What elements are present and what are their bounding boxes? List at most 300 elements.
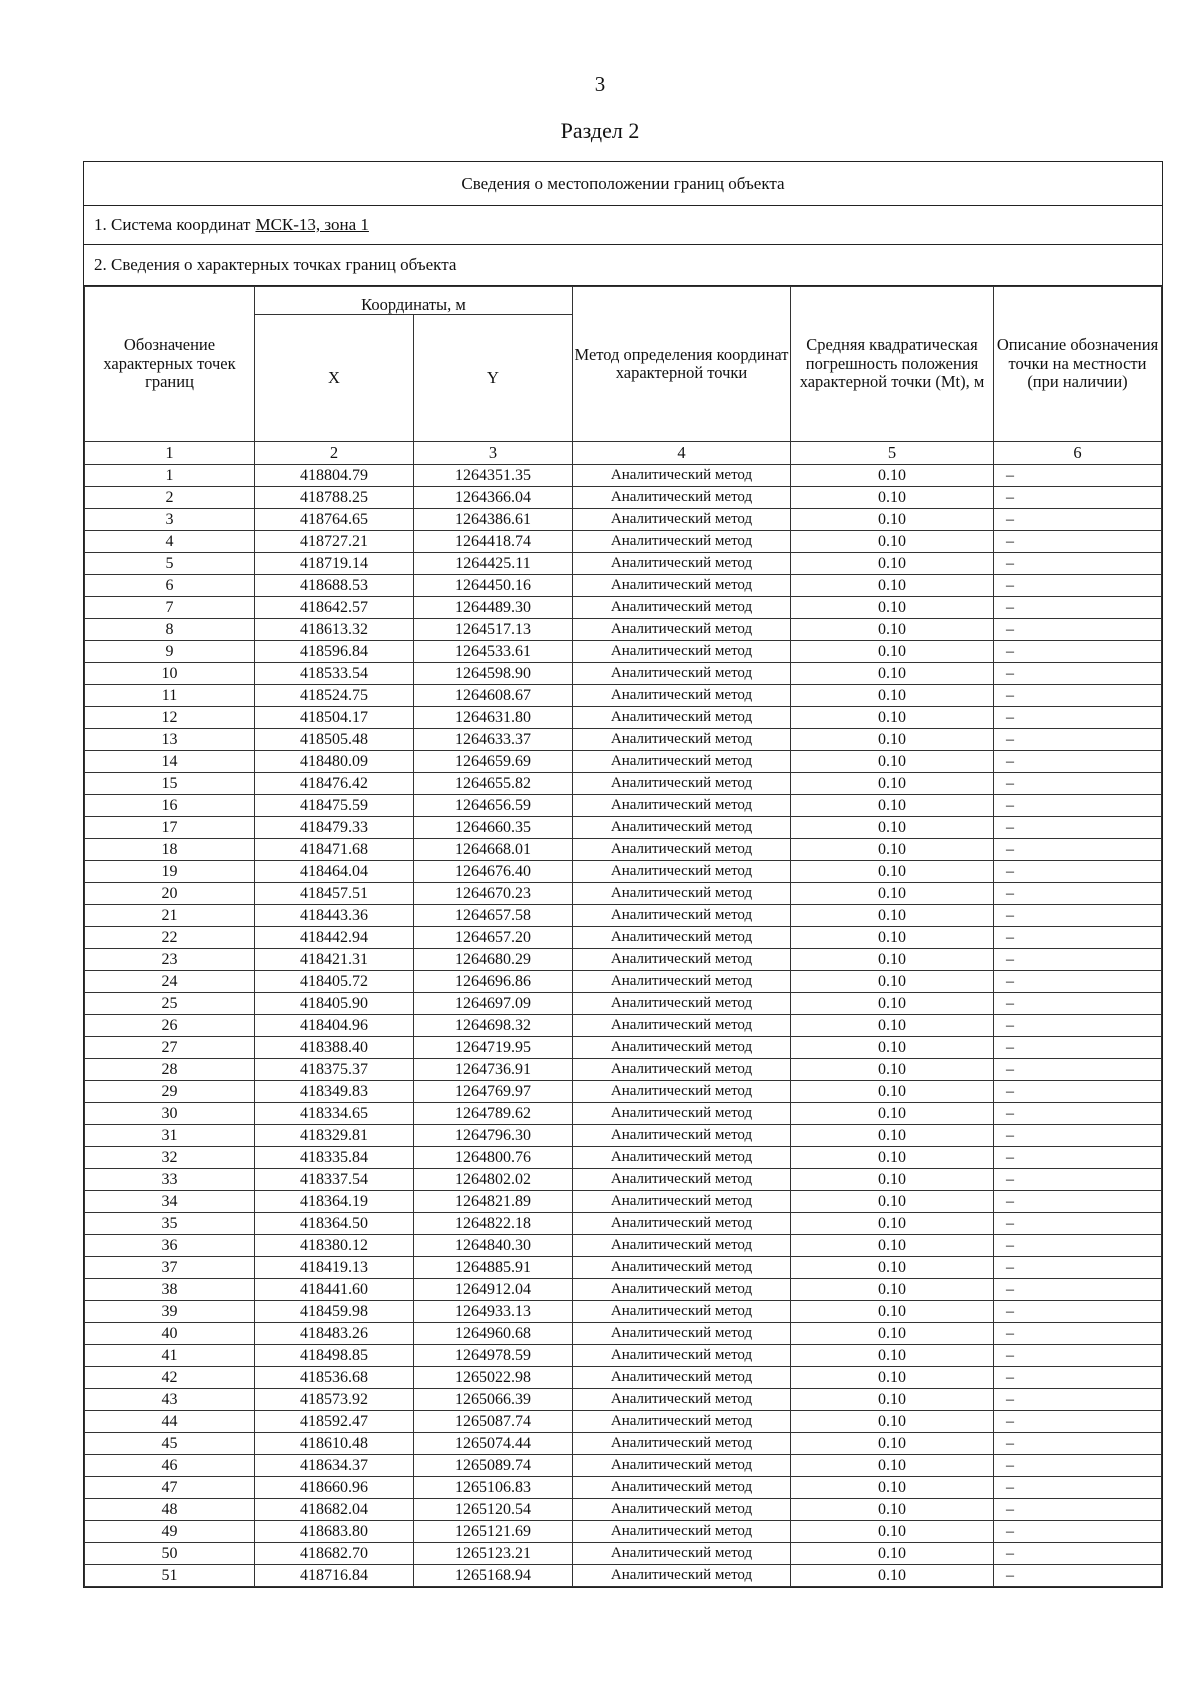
table-row	[85, 1543, 1162, 1565]
error-cell: 0.10	[791, 751, 994, 773]
error-cell: 0.10	[791, 1521, 994, 1543]
table-row	[85, 1389, 1162, 1411]
description-cell: –	[994, 1323, 1162, 1345]
y-coordinate-cell: 1264418.74	[414, 531, 573, 553]
method-cell: Аналитический метод	[573, 663, 791, 685]
y-coordinate-cell: 1264450.16	[414, 575, 573, 597]
error-cell: 0.10	[791, 1213, 994, 1235]
error-cell: 0.10	[791, 597, 994, 619]
point-number-cell: 35	[85, 1213, 255, 1235]
description-cell: –	[994, 1037, 1162, 1059]
table-row	[85, 1345, 1162, 1367]
table-row	[85, 509, 1162, 531]
coordinate-system-line	[84, 206, 1162, 245]
point-number-cell: 14	[85, 751, 255, 773]
error-cell: 0.10	[791, 883, 994, 905]
method-cell: Аналитический метод	[573, 1235, 791, 1257]
error-cell: 0.10	[791, 685, 994, 707]
x-coordinate-cell: 418443.36	[255, 905, 414, 927]
point-number-cell: 2	[85, 487, 255, 509]
point-number-cell: 43	[85, 1389, 255, 1411]
y-coordinate-cell: 1264425.11	[414, 553, 573, 575]
description-cell: –	[994, 1059, 1162, 1081]
error-cell: 0.10	[791, 1477, 994, 1499]
column-number-row	[85, 442, 1162, 465]
error-cell: 0.10	[791, 861, 994, 883]
point-number-cell: 29	[85, 1081, 255, 1103]
x-coordinate-cell: 418642.57	[255, 597, 414, 619]
table-row	[85, 949, 1162, 971]
x-coordinate-cell: 418471.68	[255, 839, 414, 861]
error-cell: 0.10	[791, 1279, 994, 1301]
description-cell: –	[994, 993, 1162, 1015]
description-cell: –	[994, 1389, 1162, 1411]
table-row	[85, 1565, 1162, 1587]
point-number-cell: 5	[85, 553, 255, 575]
point-number-cell: 17	[85, 817, 255, 839]
error-cell: 0.10	[791, 1389, 994, 1411]
method-cell: Аналитический метод	[573, 751, 791, 773]
method-cell: Аналитический метод	[573, 883, 791, 905]
method-cell: Аналитический метод	[573, 971, 791, 993]
table-row	[85, 1191, 1162, 1213]
point-number-cell: 18	[85, 839, 255, 861]
point-number-cell: 31	[85, 1125, 255, 1147]
y-coordinate-cell: 1264933.13	[414, 1301, 573, 1323]
description-cell: –	[994, 1081, 1162, 1103]
y-coordinate-cell: 1265168.94	[414, 1565, 573, 1587]
y-coordinate-cell: 1265066.39	[414, 1389, 573, 1411]
method-cell: Аналитический метод	[573, 729, 791, 751]
x-coordinate-cell: 418504.17	[255, 707, 414, 729]
point-number-cell: 50	[85, 1543, 255, 1565]
method-cell: Аналитический метод	[573, 1411, 791, 1433]
header-point-designation: Обозначение характерных точек границ	[85, 287, 255, 442]
method-cell: Аналитический метод	[573, 1125, 791, 1147]
table-row	[85, 619, 1162, 641]
y-coordinate-cell: 1264821.89	[414, 1191, 573, 1213]
error-cell: 0.10	[791, 1147, 994, 1169]
column-number: 4	[573, 442, 791, 465]
method-cell: Аналитический метод	[573, 795, 791, 817]
error-cell: 0.10	[791, 465, 994, 487]
method-cell: Аналитический метод	[573, 1543, 791, 1565]
x-coordinate-cell: 418419.13	[255, 1257, 414, 1279]
method-cell: Аналитический метод	[573, 773, 791, 795]
x-coordinate-cell: 418364.50	[255, 1213, 414, 1235]
description-cell: –	[994, 553, 1162, 575]
y-coordinate-cell: 1264633.37	[414, 729, 573, 751]
point-number-cell: 41	[85, 1345, 255, 1367]
method-cell: Аналитический метод	[573, 1323, 791, 1345]
x-coordinate-cell: 418613.32	[255, 619, 414, 641]
description-cell: –	[994, 1455, 1162, 1477]
description-cell: –	[994, 663, 1162, 685]
point-number-cell: 13	[85, 729, 255, 751]
error-cell: 0.10	[791, 641, 994, 663]
method-cell: Аналитический метод	[573, 575, 791, 597]
coordinate-system-label: 1. Система координат	[94, 215, 251, 234]
header-method: Метод определения координат характерной точки	[573, 287, 791, 442]
description-cell: –	[994, 751, 1162, 773]
table-row	[85, 597, 1162, 619]
description-cell: –	[994, 1477, 1162, 1499]
error-cell: 0.10	[791, 905, 994, 927]
y-coordinate-cell: 1264657.58	[414, 905, 573, 927]
table-row	[85, 1411, 1162, 1433]
y-coordinate-cell: 1264769.97	[414, 1081, 573, 1103]
y-coordinate-cell: 1264912.04	[414, 1279, 573, 1301]
table-row	[85, 663, 1162, 685]
y-coordinate-cell: 1265022.98	[414, 1367, 573, 1389]
description-cell: –	[994, 861, 1162, 883]
point-number-cell: 33	[85, 1169, 255, 1191]
table-row	[85, 773, 1162, 795]
method-cell: Аналитический метод	[573, 1367, 791, 1389]
point-number-cell: 44	[85, 1411, 255, 1433]
y-coordinate-cell: 1264660.35	[414, 817, 573, 839]
method-cell: Аналитический метод	[573, 839, 791, 861]
method-cell: Аналитический метод	[573, 1191, 791, 1213]
description-cell: –	[994, 1367, 1162, 1389]
error-cell: 0.10	[791, 575, 994, 597]
x-coordinate-cell: 418660.96	[255, 1477, 414, 1499]
description-cell: –	[994, 817, 1162, 839]
point-number-cell: 24	[85, 971, 255, 993]
point-number-cell: 3	[85, 509, 255, 531]
x-coordinate-cell: 418459.98	[255, 1301, 414, 1323]
x-coordinate-cell: 418441.60	[255, 1279, 414, 1301]
description-cell: –	[994, 1499, 1162, 1521]
x-coordinate-cell: 418727.21	[255, 531, 414, 553]
description-cell: –	[994, 1191, 1162, 1213]
point-number-cell: 49	[85, 1521, 255, 1543]
method-cell: Аналитический метод	[573, 949, 791, 971]
x-coordinate-cell: 418464.04	[255, 861, 414, 883]
table-row	[85, 905, 1162, 927]
description-cell: –	[994, 1521, 1162, 1543]
description-cell: –	[994, 1411, 1162, 1433]
table-row	[85, 839, 1162, 861]
x-coordinate-cell: 418682.70	[255, 1543, 414, 1565]
table-row	[85, 1367, 1162, 1389]
error-cell: 0.10	[791, 729, 994, 751]
table-row	[85, 971, 1162, 993]
error-cell: 0.10	[791, 1301, 994, 1323]
y-coordinate-cell: 1265123.21	[414, 1543, 573, 1565]
point-number-cell: 21	[85, 905, 255, 927]
table-row	[85, 1301, 1162, 1323]
x-coordinate-cell: 418533.54	[255, 663, 414, 685]
description-cell: –	[994, 465, 1162, 487]
description-cell: –	[994, 971, 1162, 993]
method-cell: Аналитический метод	[573, 1389, 791, 1411]
y-coordinate-cell: 1264736.91	[414, 1059, 573, 1081]
table-row	[85, 1059, 1162, 1081]
coordinates-table	[84, 286, 1162, 1587]
page-number: 3	[594, 72, 606, 96]
point-number-cell: 39	[85, 1301, 255, 1323]
y-coordinate-cell: 1264608.67	[414, 685, 573, 707]
y-coordinate-cell: 1264631.80	[414, 707, 573, 729]
x-coordinate-cell: 418524.75	[255, 685, 414, 707]
x-coordinate-cell: 418329.81	[255, 1125, 414, 1147]
x-coordinate-cell: 418683.80	[255, 1521, 414, 1543]
y-coordinate-cell: 1265120.54	[414, 1499, 573, 1521]
header-x: X	[255, 315, 414, 442]
table-row	[85, 1499, 1162, 1521]
y-coordinate-cell: 1264670.23	[414, 883, 573, 905]
method-cell: Аналитический метод	[573, 905, 791, 927]
method-cell: Аналитический метод	[573, 1301, 791, 1323]
table-row	[85, 751, 1162, 773]
point-number-cell: 25	[85, 993, 255, 1015]
description-cell: –	[994, 707, 1162, 729]
table-row	[85, 1279, 1162, 1301]
point-number-cell: 20	[85, 883, 255, 905]
x-coordinate-cell: 418634.37	[255, 1455, 414, 1477]
table-row	[85, 1455, 1162, 1477]
method-cell: Аналитический метод	[573, 707, 791, 729]
x-coordinate-cell: 418380.12	[255, 1235, 414, 1257]
y-coordinate-cell: 1264655.82	[414, 773, 573, 795]
table-row	[85, 707, 1162, 729]
x-coordinate-cell: 418788.25	[255, 487, 414, 509]
description-cell: –	[994, 1543, 1162, 1565]
y-coordinate-cell: 1264533.61	[414, 641, 573, 663]
method-cell: Аналитический метод	[573, 641, 791, 663]
description-cell: –	[994, 597, 1162, 619]
x-coordinate-cell: 418536.68	[255, 1367, 414, 1389]
x-coordinate-cell: 418716.84	[255, 1565, 414, 1587]
coordinate-system-value: МСК-13, зона 1	[255, 215, 369, 234]
error-cell: 0.10	[791, 1235, 994, 1257]
method-cell: Аналитический метод	[573, 817, 791, 839]
y-coordinate-cell: 1264351.35	[414, 465, 573, 487]
method-cell: Аналитический метод	[573, 1565, 791, 1587]
method-cell: Аналитический метод	[573, 1103, 791, 1125]
table-row	[85, 729, 1162, 751]
error-cell: 0.10	[791, 1191, 994, 1213]
error-cell: 0.10	[791, 817, 994, 839]
description-cell: –	[994, 773, 1162, 795]
point-number-cell: 10	[85, 663, 255, 685]
table-row	[85, 1213, 1162, 1235]
point-number-cell: 46	[85, 1455, 255, 1477]
error-cell: 0.10	[791, 1411, 994, 1433]
y-coordinate-cell: 1264978.59	[414, 1345, 573, 1367]
x-coordinate-cell: 418404.96	[255, 1015, 414, 1037]
error-cell: 0.10	[791, 949, 994, 971]
description-cell: –	[994, 487, 1162, 509]
table-row	[85, 817, 1162, 839]
error-cell: 0.10	[791, 1037, 994, 1059]
column-number: 3	[414, 442, 573, 465]
description-cell: –	[994, 1565, 1162, 1587]
error-cell: 0.10	[791, 993, 994, 1015]
error-cell: 0.10	[791, 1059, 994, 1081]
point-number-cell: 12	[85, 707, 255, 729]
method-cell: Аналитический метод	[573, 685, 791, 707]
y-coordinate-cell: 1264366.04	[414, 487, 573, 509]
table-row	[85, 927, 1162, 949]
description-cell: –	[994, 1433, 1162, 1455]
point-number-cell: 16	[85, 795, 255, 817]
x-coordinate-cell: 418592.47	[255, 1411, 414, 1433]
x-coordinate-cell: 418475.59	[255, 795, 414, 817]
header-error: Средняя квадратическая погрешность положения характерной точки (Mt), м	[791, 287, 994, 442]
x-coordinate-cell: 418764.65	[255, 509, 414, 531]
error-cell: 0.10	[791, 795, 994, 817]
y-coordinate-cell: 1264719.95	[414, 1037, 573, 1059]
error-cell: 0.10	[791, 971, 994, 993]
x-coordinate-cell: 418405.72	[255, 971, 414, 993]
method-cell: Аналитический метод	[573, 1257, 791, 1279]
error-cell: 0.10	[791, 663, 994, 685]
error-cell: 0.10	[791, 1015, 994, 1037]
y-coordinate-cell: 1264698.32	[414, 1015, 573, 1037]
table-row	[85, 883, 1162, 905]
x-coordinate-cell: 418688.53	[255, 575, 414, 597]
point-number-cell: 1	[85, 465, 255, 487]
description-cell: –	[994, 839, 1162, 861]
method-cell: Аналитический метод	[573, 1059, 791, 1081]
header-description: Описание обозначения точки на местности (при наличии)	[994, 287, 1162, 442]
description-cell: –	[994, 905, 1162, 927]
document-title: Сведения о местоположении границ объекта	[84, 162, 1162, 206]
error-cell: 0.10	[791, 1455, 994, 1477]
description-cell: –	[994, 729, 1162, 751]
error-cell: 0.10	[791, 1125, 994, 1147]
point-number-cell: 23	[85, 949, 255, 971]
method-cell: Аналитический метод	[573, 1279, 791, 1301]
point-number-cell: 11	[85, 685, 255, 707]
table-row	[85, 1521, 1162, 1543]
error-cell: 0.10	[791, 1103, 994, 1125]
table-row	[85, 993, 1162, 1015]
x-coordinate-cell: 418457.51	[255, 883, 414, 905]
method-cell: Аналитический метод	[573, 1521, 791, 1543]
description-cell: –	[994, 883, 1162, 905]
table-row	[85, 553, 1162, 575]
description-cell: –	[994, 949, 1162, 971]
method-cell: Аналитический метод	[573, 531, 791, 553]
method-cell: Аналитический метод	[573, 597, 791, 619]
description-cell: –	[994, 1235, 1162, 1257]
error-cell: 0.10	[791, 1081, 994, 1103]
y-coordinate-cell: 1264802.02	[414, 1169, 573, 1191]
point-number-cell: 37	[85, 1257, 255, 1279]
error-cell: 0.10	[791, 1433, 994, 1455]
description-cell: –	[994, 1125, 1162, 1147]
error-cell: 0.10	[791, 553, 994, 575]
method-cell: Аналитический метод	[573, 1213, 791, 1235]
table-row	[85, 531, 1162, 553]
header-coordinates: Координаты, м	[255, 287, 573, 315]
error-cell: 0.10	[791, 1499, 994, 1521]
method-cell: Аналитический метод	[573, 1037, 791, 1059]
description-cell: –	[994, 1257, 1162, 1279]
point-number-cell: 26	[85, 1015, 255, 1037]
error-cell: 0.10	[791, 1323, 994, 1345]
point-number-cell: 8	[85, 619, 255, 641]
method-cell: Аналитический метод	[573, 465, 791, 487]
points-heading: 2. Сведения о характерных точках границ объекта	[84, 245, 1162, 286]
point-number-cell: 48	[85, 1499, 255, 1521]
x-coordinate-cell: 418719.14	[255, 553, 414, 575]
error-cell: 0.10	[791, 1345, 994, 1367]
point-number-cell: 28	[85, 1059, 255, 1081]
point-number-cell: 36	[85, 1235, 255, 1257]
y-coordinate-cell: 1264789.62	[414, 1103, 573, 1125]
method-cell: Аналитический метод	[573, 993, 791, 1015]
x-coordinate-cell: 418682.04	[255, 1499, 414, 1521]
description-cell: –	[994, 1169, 1162, 1191]
table-row	[85, 487, 1162, 509]
column-number: 1	[85, 442, 255, 465]
y-coordinate-cell: 1264840.30	[414, 1235, 573, 1257]
description-cell: –	[994, 795, 1162, 817]
y-coordinate-cell: 1264822.18	[414, 1213, 573, 1235]
x-coordinate-cell: 418498.85	[255, 1345, 414, 1367]
point-number-cell: 47	[85, 1477, 255, 1499]
table-row	[85, 1169, 1162, 1191]
y-coordinate-cell: 1264386.61	[414, 509, 573, 531]
x-coordinate-cell: 418483.26	[255, 1323, 414, 1345]
x-coordinate-cell: 418349.83	[255, 1081, 414, 1103]
x-coordinate-cell: 418405.90	[255, 993, 414, 1015]
table-row	[85, 1081, 1162, 1103]
table-row	[85, 641, 1162, 663]
column-number: 2	[255, 442, 414, 465]
point-number-cell: 32	[85, 1147, 255, 1169]
description-cell: –	[994, 509, 1162, 531]
point-number-cell: 40	[85, 1323, 255, 1345]
error-cell: 0.10	[791, 531, 994, 553]
x-coordinate-cell: 418480.09	[255, 751, 414, 773]
point-number-cell: 7	[85, 597, 255, 619]
header-y: Y	[414, 315, 573, 442]
error-cell: 0.10	[791, 927, 994, 949]
y-coordinate-cell: 1264800.76	[414, 1147, 573, 1169]
x-coordinate-cell: 418476.42	[255, 773, 414, 795]
error-cell: 0.10	[791, 509, 994, 531]
x-coordinate-cell: 418442.94	[255, 927, 414, 949]
error-cell: 0.10	[791, 1169, 994, 1191]
point-number-cell: 42	[85, 1367, 255, 1389]
table-row	[85, 1147, 1162, 1169]
point-number-cell: 45	[85, 1433, 255, 1455]
y-coordinate-cell: 1265121.69	[414, 1521, 573, 1543]
method-cell: Аналитический метод	[573, 487, 791, 509]
column-number: 6	[994, 442, 1162, 465]
y-coordinate-cell: 1264696.86	[414, 971, 573, 993]
description-cell: –	[994, 1147, 1162, 1169]
point-number-cell: 15	[85, 773, 255, 795]
y-coordinate-cell: 1264657.20	[414, 927, 573, 949]
method-cell: Аналитический метод	[573, 861, 791, 883]
table-row	[85, 1015, 1162, 1037]
method-cell: Аналитический метод	[573, 1345, 791, 1367]
method-cell: Аналитический метод	[573, 927, 791, 949]
table-row	[85, 465, 1162, 487]
table-row	[85, 575, 1162, 597]
error-cell: 0.10	[791, 773, 994, 795]
description-cell: –	[994, 1015, 1162, 1037]
table-row	[85, 1257, 1162, 1279]
x-coordinate-cell: 418334.65	[255, 1103, 414, 1125]
x-coordinate-cell: 418479.33	[255, 817, 414, 839]
